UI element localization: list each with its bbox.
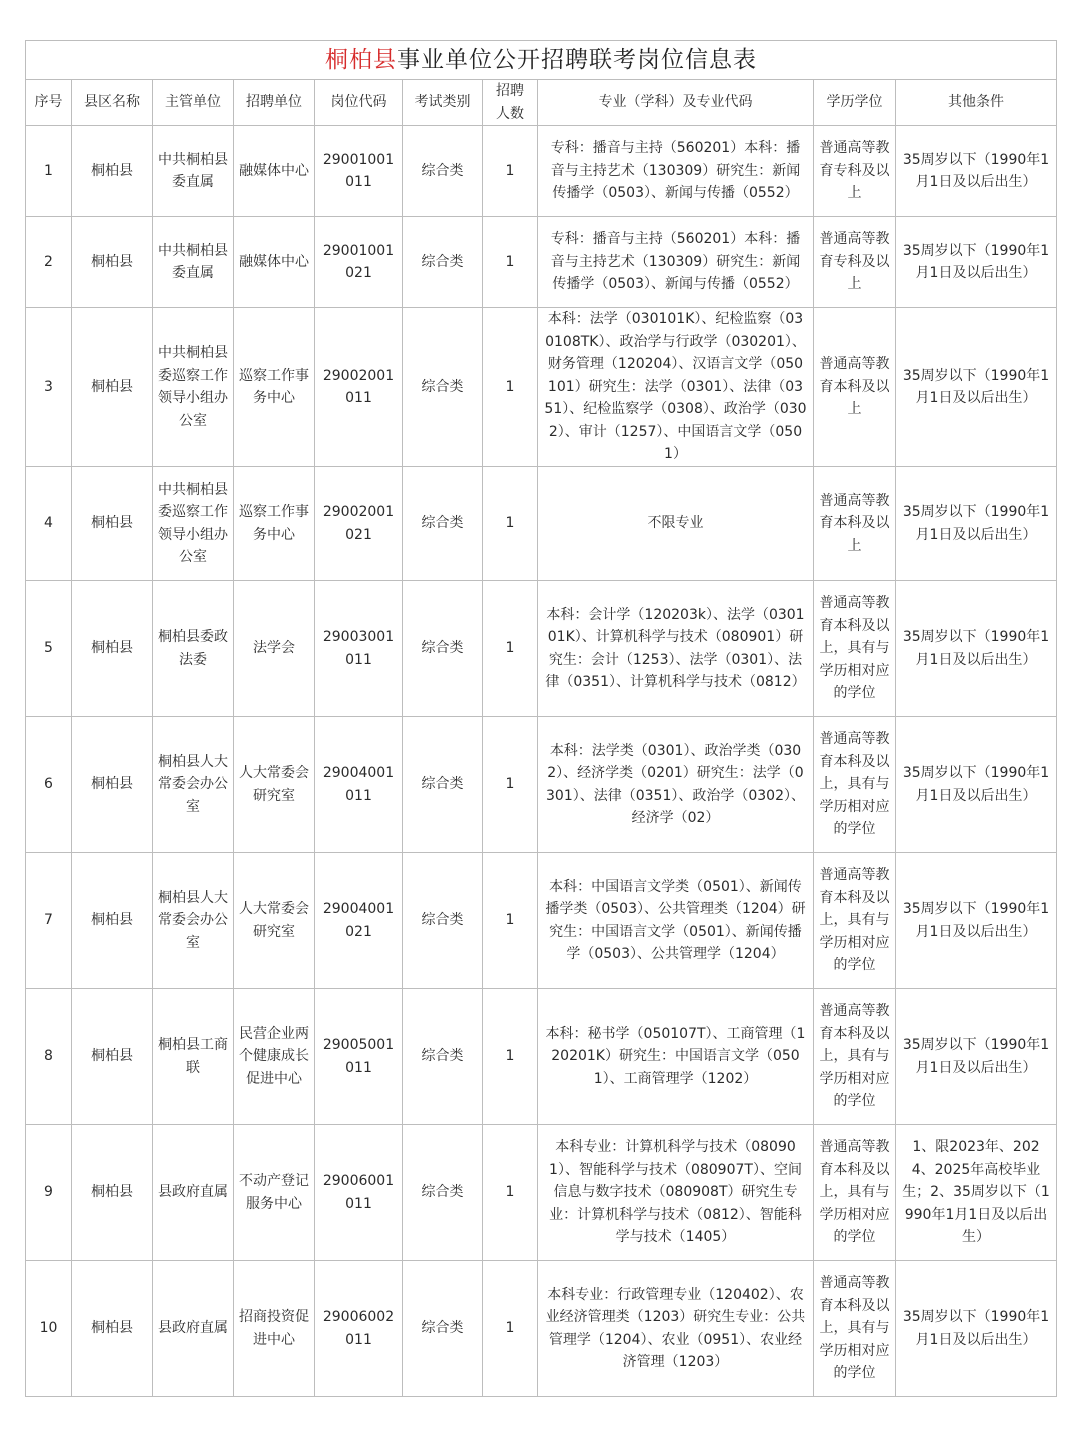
cell-other: 35周岁以下（1990年1月1日及以后出生） xyxy=(896,989,1057,1125)
cell-dept: 桐柏县委政法委 xyxy=(153,581,234,717)
cell-exam: 综合类 xyxy=(403,217,483,308)
recruitment-table xyxy=(25,40,1057,1397)
cell-exam: 综合类 xyxy=(403,989,483,1125)
cell-code: 29005001011 xyxy=(315,989,403,1125)
cell-index: 3 xyxy=(26,308,72,467)
cell-count: 1 xyxy=(483,467,538,581)
cell-count: 1 xyxy=(483,989,538,1125)
cell-other: 35周岁以下（1990年1月1日及以后出生） xyxy=(896,126,1057,217)
cell-county: 桐柏县 xyxy=(72,989,153,1125)
cell-degree: 普通高等教育本科及以上，具有与学历相对应的学位 xyxy=(814,717,896,853)
cell-degree: 普通高等教育本科及以上，具有与学历相对应的学位 xyxy=(814,853,896,989)
cell-unit: 巡察工作事务中心 xyxy=(234,308,315,467)
cell-unit: 人大常委会研究室 xyxy=(234,717,315,853)
cell-county: 桐柏县 xyxy=(72,853,153,989)
cell-other: 35周岁以下（1990年1月1日及以后出生） xyxy=(896,853,1057,989)
cell-exam: 综合类 xyxy=(403,853,483,989)
cell-other: 35周岁以下（1990年1月1日及以后出生） xyxy=(896,217,1057,308)
cell-dept: 中共桐柏县委巡察工作领导小组办公室 xyxy=(153,308,234,467)
cell-index: 1 xyxy=(26,126,72,217)
cell-code: 29003001011 xyxy=(315,581,403,717)
title-county: 桐柏县 xyxy=(325,47,398,73)
cell-county: 桐柏县 xyxy=(72,308,153,467)
cell-major: 本科：秘书学（050107T）、工商管理（120201K）研究生：中国语言文学（0501）、工商管理学（1202） xyxy=(538,989,814,1125)
cell-exam: 综合类 xyxy=(403,126,483,217)
cell-other: 35周岁以下（1990年1月1日及以后出生） xyxy=(896,581,1057,717)
table-row xyxy=(26,1125,1057,1261)
cell-major: 本科：法学类（0301）、政治学类（0302）、经济学类（0201）研究生：法学（0301）、法律（0351）、政治学（0302）、经济学（02） xyxy=(538,717,814,853)
cell-unit: 融媒体中心 xyxy=(234,126,315,217)
cell-count: 1 xyxy=(483,581,538,717)
table-row xyxy=(26,989,1057,1125)
cell-major: 本科：会计学（120203k）、法学（030101K）、计算机科学与技术（080901）研究生：会计（1253）、法学（0301）、法律（0351）、计算机科学与技术（0812） xyxy=(538,581,814,717)
cell-count: 1 xyxy=(483,217,538,308)
cell-degree: 普通高等教育专科及以上 xyxy=(814,217,896,308)
table-row xyxy=(26,717,1057,853)
table-row xyxy=(26,581,1057,717)
cell-code: 29002001011 xyxy=(315,308,403,467)
cell-exam: 综合类 xyxy=(403,308,483,467)
cell-degree: 普通高等教育本科及以上 xyxy=(814,308,896,467)
col-header-degree: 学历学位 xyxy=(814,80,896,126)
cell-major: 专科：播音与主持（560201）本科：播音与主持艺术（130309）研究生：新闻传播学（0503）、新闻与传播（0552） xyxy=(538,126,814,217)
col-header-other: 其他条件 xyxy=(896,80,1057,126)
table-body xyxy=(26,126,1057,1397)
cell-dept: 县政府直属 xyxy=(153,1261,234,1397)
col-header-code: 岗位代码 xyxy=(315,80,403,126)
cell-county: 桐柏县 xyxy=(72,1125,153,1261)
cell-exam: 综合类 xyxy=(403,581,483,717)
cell-code: 29001001021 xyxy=(315,217,403,308)
cell-count: 1 xyxy=(483,1261,538,1397)
page-title xyxy=(26,41,1057,80)
cell-exam: 综合类 xyxy=(403,467,483,581)
cell-exam: 综合类 xyxy=(403,1125,483,1261)
cell-other: 35周岁以下（1990年1月1日及以后出生） xyxy=(896,717,1057,853)
col-header-exam: 考试类别 xyxy=(403,80,483,126)
cell-count: 1 xyxy=(483,1125,538,1261)
cell-other: 35周岁以下（1990年1月1日及以后出生） xyxy=(896,467,1057,581)
cell-major: 本科专业：行政管理专业（120402）、农业经济管理类（1203）研究生专业：公共管理学（1204）、农业（0951）、农业经济管理（1203） xyxy=(538,1261,814,1397)
cell-major: 本科：中国语言文学类（0501）、新闻传播学类（0503）、公共管理类（1204）研究生：中国语言文学（0501）、新闻传播学（0503）、公共管理学（1204） xyxy=(538,853,814,989)
cell-degree: 普通高等教育本科及以上，具有与学历相对应的学位 xyxy=(814,581,896,717)
cell-major: 不限专业 xyxy=(538,467,814,581)
table-row xyxy=(26,467,1057,581)
cell-major: 专科：播音与主持（560201）本科：播音与主持艺术（130309）研究生：新闻传播学（0503）、新闻与传播（0552） xyxy=(538,217,814,308)
cell-index: 6 xyxy=(26,717,72,853)
cell-dept: 桐柏县工商联 xyxy=(153,989,234,1125)
cell-dept: 中共桐柏县委直属 xyxy=(153,126,234,217)
col-header-major: 专业（学科）及专业代码 xyxy=(538,80,814,126)
cell-index: 7 xyxy=(26,853,72,989)
cell-index: 9 xyxy=(26,1125,72,1261)
cell-dept: 中共桐柏县委直属 xyxy=(153,217,234,308)
cell-count: 1 xyxy=(483,853,538,989)
col-header-unit: 招聘单位 xyxy=(234,80,315,126)
cell-count: 1 xyxy=(483,308,538,467)
cell-degree: 普通高等教育本科及以上，具有与学历相对应的学位 xyxy=(814,1125,896,1261)
cell-code: 29006002011 xyxy=(315,1261,403,1397)
cell-index: 2 xyxy=(26,217,72,308)
table-row xyxy=(26,308,1057,467)
cell-degree: 普通高等教育本科及以上 xyxy=(814,467,896,581)
col-header-count: 招聘人数 xyxy=(483,80,538,126)
cell-county: 桐柏县 xyxy=(72,717,153,853)
cell-dept: 桐柏县人大常委会办公室 xyxy=(153,717,234,853)
cell-major: 本科专业：计算机科学与技术（080901）、智能科学与技术（080907T）、空间信息与数字技术（080908T）研究生专业：计算机科学与技术（0812）、智能科学与技术（1405） xyxy=(538,1125,814,1261)
cell-code: 29006001011 xyxy=(315,1125,403,1261)
cell-exam: 综合类 xyxy=(403,717,483,853)
cell-unit: 不动产登记服务中心 xyxy=(234,1125,315,1261)
cell-dept: 桐柏县人大常委会办公室 xyxy=(153,853,234,989)
cell-unit: 招商投资促进中心 xyxy=(234,1261,315,1397)
cell-county: 桐柏县 xyxy=(72,1261,153,1397)
cell-county: 桐柏县 xyxy=(72,581,153,717)
cell-unit: 法学会 xyxy=(234,581,315,717)
cell-code: 29002001021 xyxy=(315,467,403,581)
cell-code: 29004001011 xyxy=(315,717,403,853)
title-row xyxy=(26,41,1057,80)
header-row xyxy=(26,80,1057,126)
cell-unit: 人大常委会研究室 xyxy=(234,853,315,989)
table-row xyxy=(26,126,1057,217)
cell-count: 1 xyxy=(483,717,538,853)
cell-index: 5 xyxy=(26,581,72,717)
cell-degree: 普通高等教育本科及以上，具有与学历相对应的学位 xyxy=(814,989,896,1125)
cell-unit: 民营企业两个健康成长促进中心 xyxy=(234,989,315,1125)
cell-degree: 普通高等教育本科及以上，具有与学历相对应的学位 xyxy=(814,1261,896,1397)
cell-county: 桐柏县 xyxy=(72,217,153,308)
table-row xyxy=(26,853,1057,989)
cell-count: 1 xyxy=(483,126,538,217)
cell-index: 10 xyxy=(26,1261,72,1397)
cell-county: 桐柏县 xyxy=(72,126,153,217)
col-header-dept: 主管单位 xyxy=(153,80,234,126)
cell-code: 29001001011 xyxy=(315,126,403,217)
cell-code: 29004001021 xyxy=(315,853,403,989)
cell-exam: 综合类 xyxy=(403,1261,483,1397)
cell-county: 桐柏县 xyxy=(72,467,153,581)
cell-unit: 融媒体中心 xyxy=(234,217,315,308)
cell-dept: 县政府直属 xyxy=(153,1125,234,1261)
cell-dept: 中共桐柏县委巡察工作领导小组办公室 xyxy=(153,467,234,581)
col-header-index: 序号 xyxy=(26,80,72,126)
table-row xyxy=(26,217,1057,308)
cell-degree: 普通高等教育专科及以上 xyxy=(814,126,896,217)
cell-other: 35周岁以下（1990年1月1日及以后出生） xyxy=(896,308,1057,467)
col-header-county: 县区名称 xyxy=(72,80,153,126)
cell-index: 4 xyxy=(26,467,72,581)
cell-index: 8 xyxy=(26,989,72,1125)
cell-other: 1、限2023年、2024、2025年高校毕业生；2、35周岁以下（1990年1月1日及以后出生） xyxy=(896,1125,1057,1261)
cell-major: 本科：法学（030101K）、纪检监察（030108TK）、政治学与行政学（030201）、财务管理（120204）、汉语言文学（050101）研究生：法学（0301）、法律（0351）、纪检监察学（0308）、政治学（0302）、审计（1257）、中国语言文学（0501） xyxy=(538,308,814,467)
title-text: 事业单位公开招聘联考岗位信息表 xyxy=(397,47,758,73)
table-row xyxy=(26,1261,1057,1397)
cell-other: 35周岁以下（1990年1月1日及以后出生） xyxy=(896,1261,1057,1397)
cell-unit: 巡察工作事务中心 xyxy=(234,467,315,581)
